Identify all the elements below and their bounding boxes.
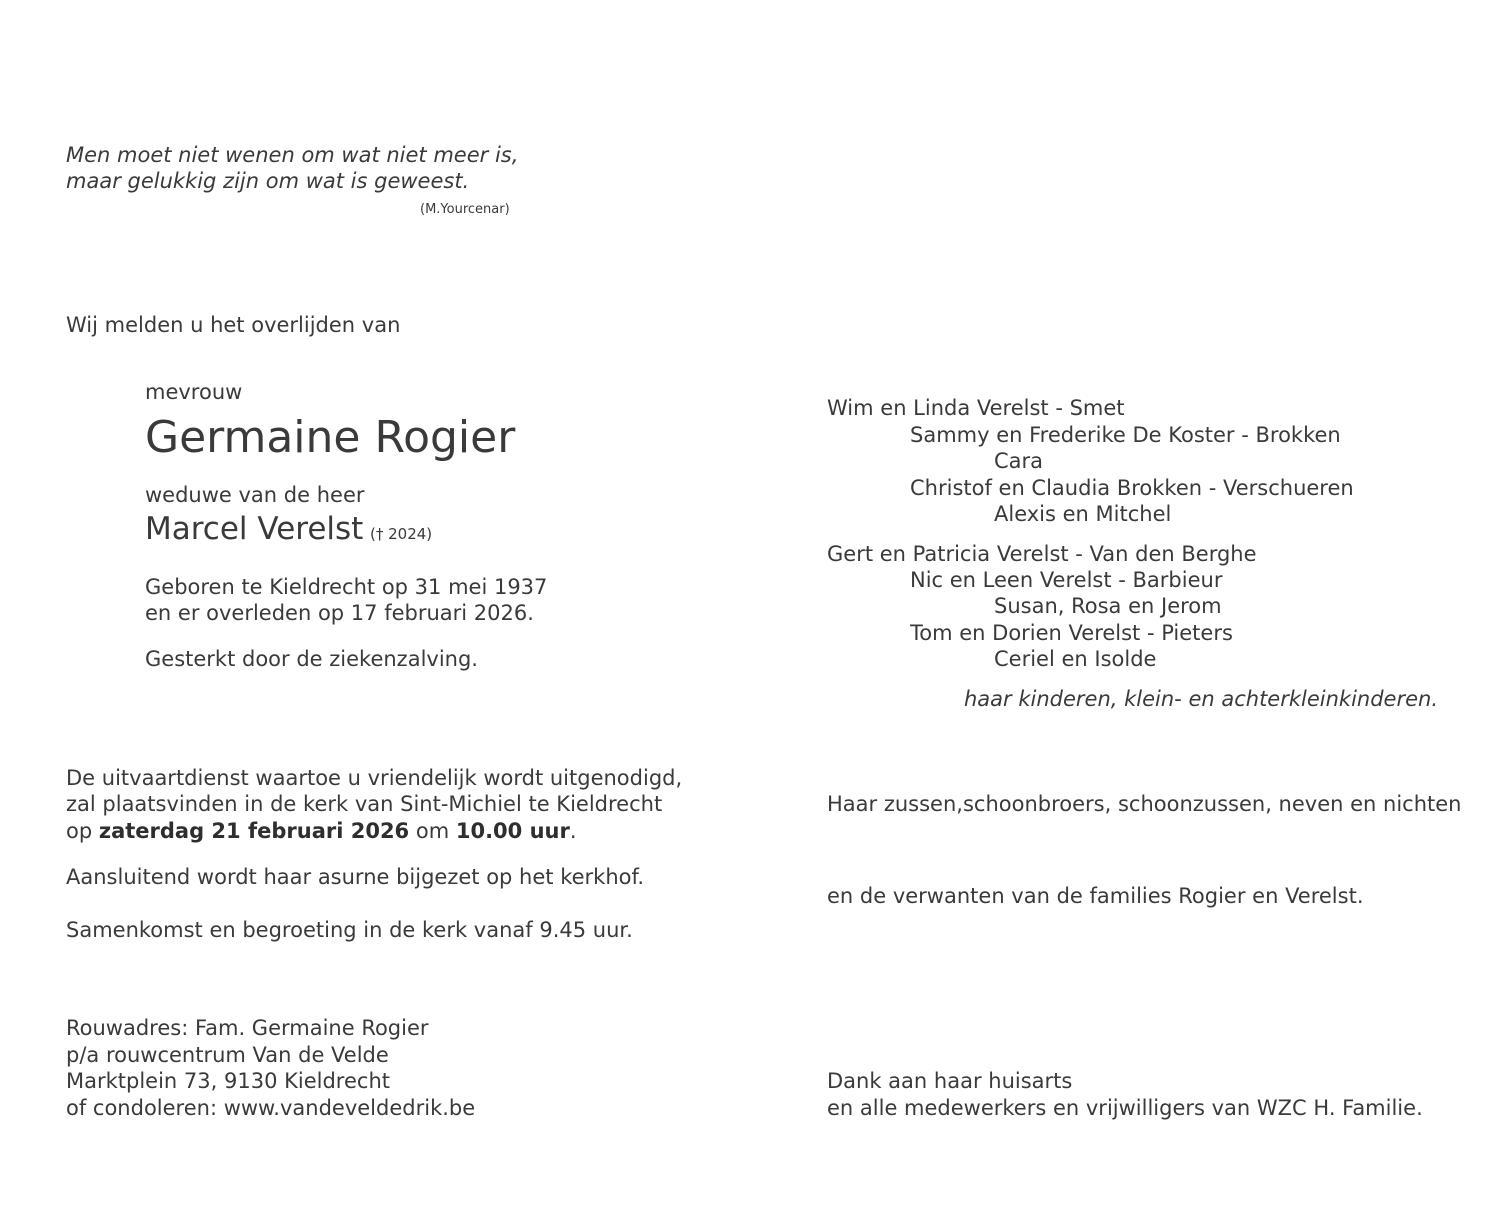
burial-text: Aansluitend wordt haar asurne bijgezet op het kerkhof. <box>66 865 645 889</box>
service-date: zaterdag 21 februari 2026 <box>98 819 410 843</box>
announcement-text: Wij melden u het overlijden van <box>66 313 401 337</box>
family-line: Cara <box>994 449 1044 473</box>
family-line: Wim en Linda Verelst - Smet <box>827 396 1125 420</box>
thanks-line-2: en alle medewerkers en vrijwilligers van WZC H. Familie. <box>827 1096 1423 1120</box>
quote-line-1: Men moet niet wenen om wat niet meer is, <box>66 143 519 167</box>
gathering-text: Samenkomst en begroeting in de kerk vanaf 9.45 uur. <box>66 918 633 942</box>
service-line-3 <box>66 818 577 845</box>
address-line-1: Rouwadres: Fam. Germaine Rogier <box>66 1016 429 1040</box>
family-line: Tom en Dorien Verelst - Pieters <box>910 621 1233 645</box>
family-line: Sammy en Frederike De Koster - Brokken <box>910 423 1341 447</box>
service-time: 10.00 uur <box>455 819 570 843</box>
service-mid: om <box>409 819 456 843</box>
service-line-1: De uitvaartdienst waartoe u vriendelijk wordt uitgenodigd, <box>66 766 683 790</box>
quote-line-2: maar gelukkig zijn om wat is geweest. <box>66 169 470 193</box>
family-line: Christof en Claudia Brokken - Verschueren <box>910 476 1354 500</box>
thanks-line-1: Dank aan haar huisarts <box>827 1069 1073 1093</box>
relatives-line-1: Haar zussen,schoonbroers, schoonzussen, neven en nichten <box>827 792 1462 816</box>
deceased-name: Germaine Rogier <box>145 412 516 463</box>
widow-of-text: weduwe van de heer <box>145 483 365 507</box>
husband-line <box>145 511 432 553</box>
sacrament-text: Gesterkt door de ziekenzalving. <box>145 647 478 671</box>
address-line-2: p/a rouwcentrum Van de Velde <box>66 1043 389 1067</box>
deceased-title: mevrouw <box>145 380 243 404</box>
address-line-4: of condoleren: www.vandeveldedrik.be <box>66 1096 476 1120</box>
family-line: Nic en Leen Verelst - Barbieur <box>910 568 1223 592</box>
family-line: Alexis en Mitchel <box>994 502 1172 526</box>
service-suffix: . <box>569 819 577 843</box>
family-line: Ceriel en Isolde <box>994 647 1157 671</box>
death-text: en er overleden op 17 februari 2026. <box>145 601 534 625</box>
relatives-line-2: en de verwanten van de families Rogier en Verelst. <box>827 884 1364 908</box>
husband-death-year: († 2024) <box>370 525 433 543</box>
family-closing: haar kinderen, klein- en achterkleinkinderen. <box>964 687 1439 711</box>
husband-name: Marcel Verelst <box>145 511 364 547</box>
address-line-3: Marktplein 73, 9130 Kieldrecht <box>66 1069 390 1093</box>
family-line: Gert en Patricia Verelst - Van den Berghe <box>827 542 1257 566</box>
service-prefix: op <box>66 819 99 843</box>
birth-text: Geboren te Kieldrecht op 31 mei 1937 <box>145 575 548 599</box>
service-line-2: zal plaatsvinden in de kerk van Sint-Michiel te Kieldrecht <box>66 792 663 816</box>
family-line: Susan, Rosa en Jerom <box>994 594 1222 618</box>
quote-author: (M.Yourcenar) <box>420 202 510 217</box>
